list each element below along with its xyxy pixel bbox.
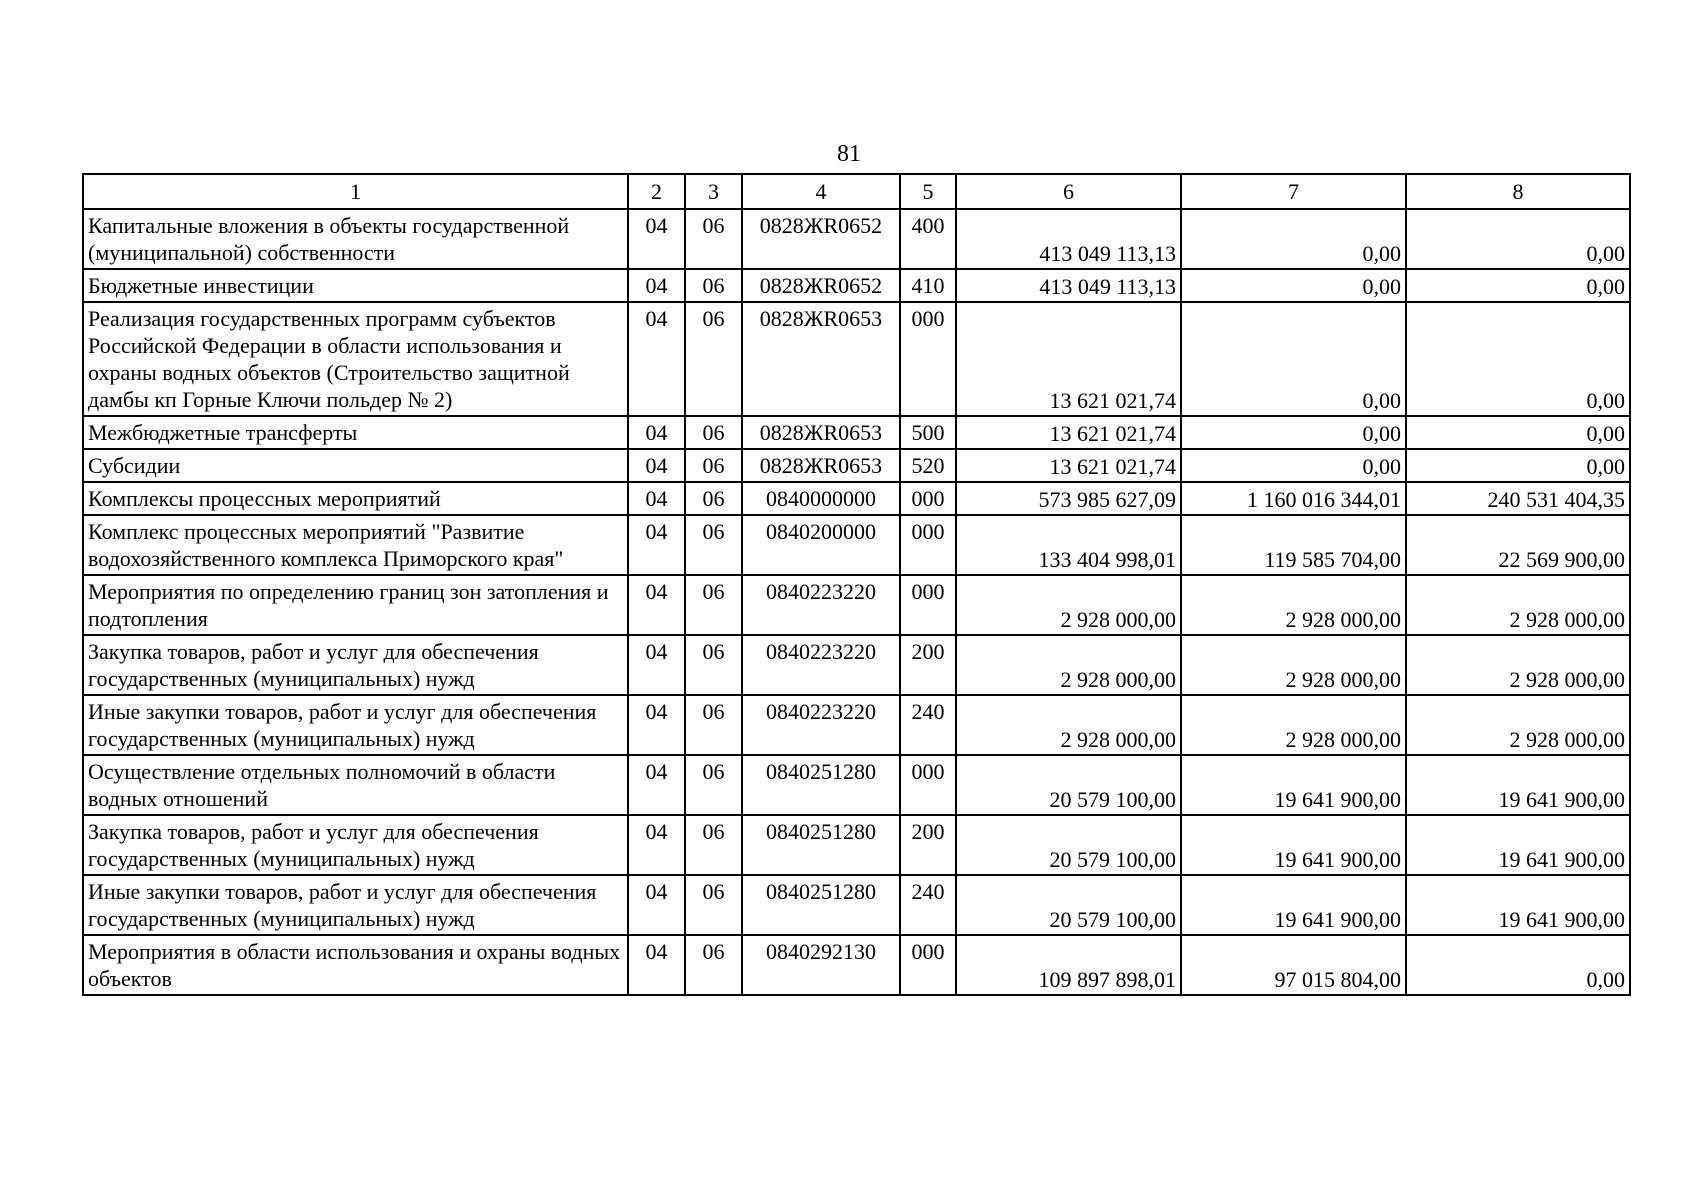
amount-col7-cell: 2 928 000,00 <box>1181 635 1406 695</box>
header-cell: 5 <box>900 174 956 209</box>
item-name-cell: Межбюджетные трансферты <box>83 416 628 449</box>
table-row <box>83 815 1630 875</box>
item-name-cell: Закупка товаров, работ и услуг для обеспечения государственных (муниципальных) нужд <box>83 815 628 875</box>
subsection-cell: 06 <box>685 935 742 995</box>
expense-type-cell: 200 <box>900 815 956 875</box>
target-article-cell: 0840000000 <box>742 482 900 515</box>
amount-col8-cell: 2 928 000,00 <box>1406 635 1630 695</box>
expense-type-cell: 240 <box>900 695 956 755</box>
target-article-cell: 0840223220 <box>742 575 900 635</box>
section-cell: 04 <box>628 482 685 515</box>
item-name-cell: Осуществление отдельных полномочий в области водных отношений <box>83 755 628 815</box>
expense-type-cell: 410 <box>900 269 956 302</box>
section-cell: 04 <box>628 875 685 935</box>
amount-col6-cell: 2 928 000,00 <box>956 695 1181 755</box>
amount-col8-cell: 0,00 <box>1406 269 1630 302</box>
item-name-cell: Мероприятия по определению границ зон затопления и подтопления <box>83 575 628 635</box>
expense-type-cell: 500 <box>900 416 956 449</box>
amount-col8-cell: 19 641 900,00 <box>1406 875 1630 935</box>
header-cell: 6 <box>956 174 1181 209</box>
table-row <box>83 515 1630 575</box>
item-name-cell: Субсидии <box>83 449 628 482</box>
target-article-cell: 0828ЖR0652 <box>742 269 900 302</box>
amount-col6-cell: 20 579 100,00 <box>956 815 1181 875</box>
subsection-cell: 06 <box>685 302 742 416</box>
table-row <box>83 302 1630 416</box>
amount-col7-cell: 1 160 016 344,01 <box>1181 482 1406 515</box>
item-name-cell: Иные закупки товаров, работ и услуг для обеспечения государственных (муниципальных) нужд <box>83 695 628 755</box>
item-name-cell: Закупка товаров, работ и услуг для обеспечения государственных (муниципальных) нужд <box>83 635 628 695</box>
amount-col7-cell: 0,00 <box>1181 209 1406 269</box>
amount-col8-cell: 0,00 <box>1406 302 1630 416</box>
subsection-cell: 06 <box>685 209 742 269</box>
amount-col6-cell: 413 049 113,13 <box>956 269 1181 302</box>
subsection-cell: 06 <box>685 815 742 875</box>
section-cell: 04 <box>628 515 685 575</box>
section-cell: 04 <box>628 695 685 755</box>
amount-col7-cell: 2 928 000,00 <box>1181 695 1406 755</box>
target-article-cell: 0828ЖR0653 <box>742 416 900 449</box>
amount-col6-cell: 109 897 898,01 <box>956 935 1181 995</box>
expense-type-cell: 240 <box>900 875 956 935</box>
target-article-cell: 0828ЖR0652 <box>742 209 900 269</box>
expense-type-cell: 520 <box>900 449 956 482</box>
target-article-cell: 0828ЖR0653 <box>742 302 900 416</box>
expense-type-cell: 000 <box>900 755 956 815</box>
amount-col7-cell: 0,00 <box>1181 416 1406 449</box>
amount-col7-cell: 97 015 804,00 <box>1181 935 1406 995</box>
table-row <box>83 482 1630 515</box>
amount-col6-cell: 2 928 000,00 <box>956 575 1181 635</box>
item-name-cell: Бюджетные инвестиции <box>83 269 628 302</box>
table-row <box>83 875 1630 935</box>
header-cell: 2 <box>628 174 685 209</box>
subsection-cell: 06 <box>685 635 742 695</box>
item-name-cell: Реализация государственных программ субъектов Российской Федерации в области использования и охраны водных объектов (Строительство защитной дамбы кп Горные Ключи польдер № 2) <box>83 302 628 416</box>
amount-col6-cell: 13 621 021,74 <box>956 449 1181 482</box>
target-article-cell: 0840251280 <box>742 875 900 935</box>
budget-table <box>82 173 1631 996</box>
table-row <box>83 416 1630 449</box>
table-row <box>83 575 1630 635</box>
amount-col7-cell: 2 928 000,00 <box>1181 575 1406 635</box>
table-row <box>83 449 1630 482</box>
target-article-cell: 0840251280 <box>742 815 900 875</box>
subsection-cell: 06 <box>685 449 742 482</box>
table-row <box>83 635 1630 695</box>
amount-col6-cell: 413 049 113,13 <box>956 209 1181 269</box>
expense-type-cell: 000 <box>900 935 956 995</box>
target-article-cell: 0840200000 <box>742 515 900 575</box>
section-cell: 04 <box>628 935 685 995</box>
header-cell: 4 <box>742 174 900 209</box>
amount-col8-cell: 0,00 <box>1406 416 1630 449</box>
section-cell: 04 <box>628 302 685 416</box>
amount-col7-cell: 0,00 <box>1181 449 1406 482</box>
item-name-cell: Капитальные вложения в объекты государственной (муниципальной) собственности <box>83 209 628 269</box>
amount-col8-cell: 240 531 404,35 <box>1406 482 1630 515</box>
subsection-cell: 06 <box>685 515 742 575</box>
section-cell: 04 <box>628 449 685 482</box>
table-row <box>83 209 1630 269</box>
item-name-cell: Иные закупки товаров, работ и услуг для обеспечения государственных (муниципальных) нужд <box>83 875 628 935</box>
header-cell: 8 <box>1406 174 1630 209</box>
subsection-cell: 06 <box>685 269 742 302</box>
expense-type-cell: 000 <box>900 482 956 515</box>
page-number: 81 <box>837 141 861 167</box>
expense-type-cell: 000 <box>900 302 956 416</box>
section-cell: 04 <box>628 755 685 815</box>
section-cell: 04 <box>628 269 685 302</box>
target-article-cell: 0840223220 <box>742 695 900 755</box>
subsection-cell: 06 <box>685 416 742 449</box>
subsection-cell: 06 <box>685 875 742 935</box>
amount-col7-cell: 119 585 704,00 <box>1181 515 1406 575</box>
table-row <box>83 269 1630 302</box>
table-row <box>83 695 1630 755</box>
item-name-cell: Мероприятия в области использования и охраны водных объектов <box>83 935 628 995</box>
amount-col6-cell: 573 985 627,09 <box>956 482 1181 515</box>
header-cell: 1 <box>83 174 628 209</box>
header-cell: 3 <box>685 174 742 209</box>
target-article-cell: 0840223220 <box>742 635 900 695</box>
amount-col7-cell: 0,00 <box>1181 269 1406 302</box>
target-article-cell: 0840292130 <box>742 935 900 995</box>
table-row <box>83 935 1630 995</box>
item-name-cell: Комплексы процессных мероприятий <box>83 482 628 515</box>
section-cell: 04 <box>628 575 685 635</box>
subsection-cell: 06 <box>685 575 742 635</box>
amount-col8-cell: 2 928 000,00 <box>1406 575 1630 635</box>
amount-col7-cell: 0,00 <box>1181 302 1406 416</box>
amount-col6-cell: 133 404 998,01 <box>956 515 1181 575</box>
amount-col6-cell: 20 579 100,00 <box>956 755 1181 815</box>
header-cell: 7 <box>1181 174 1406 209</box>
subsection-cell: 06 <box>685 755 742 815</box>
table-row <box>83 755 1630 815</box>
section-cell: 04 <box>628 416 685 449</box>
amount-col8-cell: 19 641 900,00 <box>1406 755 1630 815</box>
subsection-cell: 06 <box>685 482 742 515</box>
amount-col6-cell: 20 579 100,00 <box>956 875 1181 935</box>
amount-col8-cell: 0,00 <box>1406 449 1630 482</box>
amount-col8-cell: 0,00 <box>1406 935 1630 995</box>
amount-col6-cell: 13 621 021,74 <box>956 302 1181 416</box>
amount-col8-cell: 19 641 900,00 <box>1406 815 1630 875</box>
expense-type-cell: 400 <box>900 209 956 269</box>
amount-col7-cell: 19 641 900,00 <box>1181 875 1406 935</box>
amount-col8-cell: 0,00 <box>1406 209 1630 269</box>
target-article-cell: 0828ЖR0653 <box>742 449 900 482</box>
target-article-cell: 0840251280 <box>742 755 900 815</box>
amount-col8-cell: 22 569 900,00 <box>1406 515 1630 575</box>
header-row <box>83 174 1630 209</box>
amount-col7-cell: 19 641 900,00 <box>1181 815 1406 875</box>
subsection-cell: 06 <box>685 695 742 755</box>
amount-col6-cell: 13 621 021,74 <box>956 416 1181 449</box>
item-name-cell: Комплекс процессных мероприятий "Развитие водохозяйственного комплекса Приморского края" <box>83 515 628 575</box>
section-cell: 04 <box>628 635 685 695</box>
expense-type-cell: 200 <box>900 635 956 695</box>
expense-type-cell: 000 <box>900 515 956 575</box>
section-cell: 04 <box>628 209 685 269</box>
amount-col8-cell: 2 928 000,00 <box>1406 695 1630 755</box>
expense-type-cell: 000 <box>900 575 956 635</box>
amount-col7-cell: 19 641 900,00 <box>1181 755 1406 815</box>
amount-col6-cell: 2 928 000,00 <box>956 635 1181 695</box>
section-cell: 04 <box>628 815 685 875</box>
